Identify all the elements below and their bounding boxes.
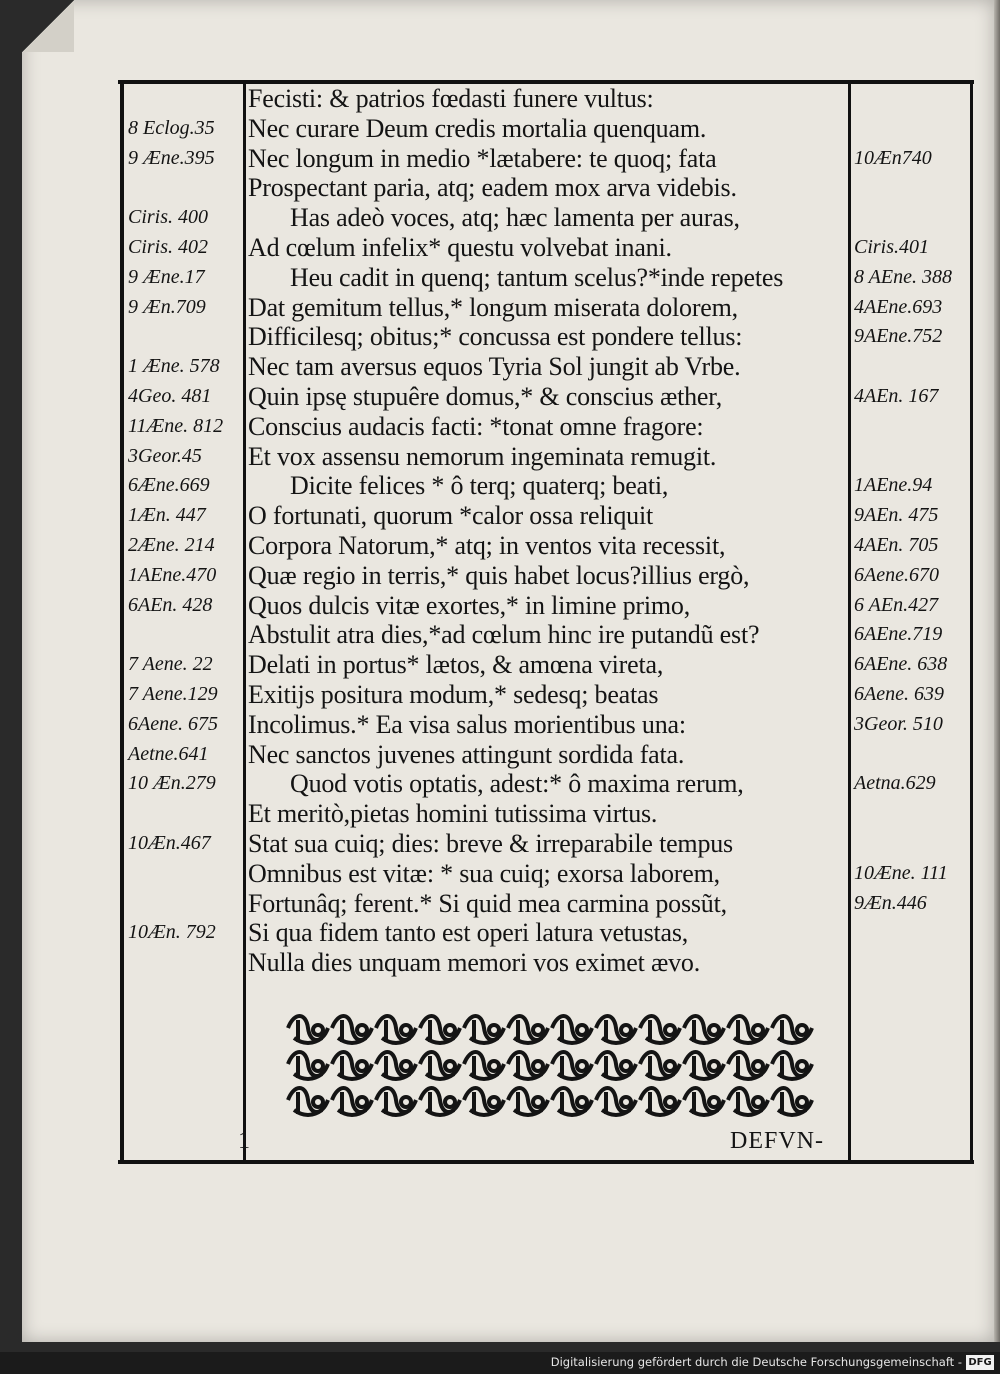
verse-line: Quod votis optatis, adest:* ô maxima rerum, bbox=[290, 769, 744, 799]
printer-ornament-band bbox=[282, 1006, 818, 1122]
ornament-boss bbox=[577, 1097, 587, 1107]
frame-rule-bottom bbox=[118, 1160, 974, 1164]
ornament-boss bbox=[753, 1061, 763, 1071]
margin-reference-left: 10Æn.467 bbox=[128, 832, 211, 854]
verse-line: Nec curare Deum credis mortalia quenquam. bbox=[248, 113, 707, 143]
margin-reference-left: 10Æn. 792 bbox=[128, 921, 216, 944]
margin-reference-right: 4AEne.693 bbox=[854, 295, 943, 318]
verse-line: Quos dulcis vitæ exortes,* in limine primo, bbox=[248, 590, 691, 620]
ornament-boss bbox=[533, 1061, 543, 1071]
ornament-boss bbox=[665, 1061, 675, 1071]
ornament-boss bbox=[797, 1097, 807, 1107]
footer-bar bbox=[0, 1352, 1000, 1374]
verse-line: O fortunati, quorum *calor ossa reliquit bbox=[248, 501, 654, 531]
margin-reference-left: 7 Aene.129 bbox=[128, 683, 218, 705]
verse-line: Heu cadit in quenq; tantum scelus?*inde repetes bbox=[290, 262, 784, 292]
verse-line: Prospectant paria, atq; eadem mox arva videbis. bbox=[248, 173, 737, 203]
margin-reference-right: Aetna.629 bbox=[854, 772, 936, 795]
verse-line: Dat gemitum tellus,* longum miserata dolorem, bbox=[248, 292, 738, 322]
ornament-boss bbox=[313, 1061, 323, 1071]
margin-reference-left: 1Æn. 447 bbox=[128, 504, 206, 527]
verse-line: Et meritò,pietas homini tutissima virtus. bbox=[248, 799, 658, 829]
margin-reference-left: Aetne.641 bbox=[128, 742, 209, 765]
margin-reference-left: 9 Æne.395 bbox=[128, 146, 215, 169]
margin-reference-right: Ciris.401 bbox=[854, 236, 930, 258]
verse-line: Has adeò voces, atq; hæc lamenta per auras, bbox=[290, 203, 740, 233]
margin-reference-right: 4AEn. 705 bbox=[854, 534, 939, 556]
catchword: DEFVN- bbox=[730, 1128, 824, 1154]
verse-line: Et vox assensu nemorum ingeminata remugit. bbox=[248, 441, 717, 471]
margin-reference-left: Ciris. 402 bbox=[128, 236, 209, 258]
verse-line: Nulla dies unquam memori vos eximet ævo. bbox=[248, 948, 700, 978]
verse-line: Quæ regio in terris,* quis habet locus?illius ergò, bbox=[248, 560, 750, 590]
ornament-boss bbox=[533, 1025, 543, 1035]
margin-reference-right: 6Aene. 639 bbox=[854, 683, 944, 705]
frame-rule-inner-left bbox=[243, 84, 246, 1162]
verse-line: Si qua fidem tanto est operi latura vetustas, bbox=[248, 918, 689, 948]
ornament-boss bbox=[445, 1097, 455, 1107]
margin-reference-right: 10Æn740 bbox=[854, 146, 932, 169]
ornament-boss bbox=[357, 1061, 367, 1071]
page-edge bbox=[994, 0, 1000, 1342]
ornament-boss bbox=[621, 1025, 631, 1035]
margin-reference-right: 9Æn.446 bbox=[854, 891, 927, 914]
verse-line: Nec longum in medio *lætabere: te quoq; fata bbox=[248, 143, 717, 173]
verse-line: Abstulit atra dies,*ad cœlum hinc ire putandũ est? bbox=[248, 620, 760, 650]
ornament-boss bbox=[313, 1097, 323, 1107]
ornament-boss bbox=[665, 1025, 675, 1035]
margin-reference-right: 6AEne. 638 bbox=[854, 653, 948, 676]
ornament-boss bbox=[313, 1025, 323, 1035]
margin-reference-right: 6AEne.719 bbox=[854, 623, 943, 646]
verse-line: Fortunâq; ferent.* Si quid mea carmina possũt, bbox=[248, 888, 727, 918]
verse-line: Nec sanctos juvenes attingunt sordida fata. bbox=[248, 739, 685, 769]
margin-reference-left: 9 Æne.17 bbox=[128, 265, 205, 288]
ornament-boss bbox=[357, 1097, 367, 1107]
margin-reference-right: 6Aene.670 bbox=[854, 563, 939, 586]
ornament-boss bbox=[401, 1097, 411, 1107]
verse-line: Nec tam aversus equos Tyria Sol jungit ab Vrbe. bbox=[248, 352, 741, 382]
margin-reference-left: Ciris. 400 bbox=[128, 206, 209, 229]
margin-reference-right: 8 AEne. 388 bbox=[854, 265, 952, 288]
margin-reference-left: 6Æne.669 bbox=[128, 474, 210, 497]
ornament-boss bbox=[797, 1025, 807, 1035]
verse-line: Quin ipsę stupuêre domus,* & conscius æther, bbox=[248, 381, 722, 411]
margin-reference-left: 10 Æn.279 bbox=[128, 772, 216, 795]
verse-text-block bbox=[248, 84, 856, 978]
margin-reference-right: 6 AEn.427 bbox=[854, 593, 939, 616]
ornament-boss bbox=[401, 1061, 411, 1071]
page-mark: 1 bbox=[238, 1128, 250, 1154]
verse-line: Conscius audacis facti: *tonat omne fragore: bbox=[248, 411, 704, 441]
margin-reference-left: 2Æne. 214 bbox=[128, 534, 215, 556]
verse-line: Dicite felices * ô terq; quaterq; beati, bbox=[290, 471, 669, 501]
verse-line: Delati in portus* lætos, & amœna vireta, bbox=[248, 650, 664, 680]
margin-reference-left: 9 Æn.709 bbox=[128, 295, 206, 318]
ornament-boss bbox=[621, 1061, 631, 1071]
frame-rule-right bbox=[970, 84, 973, 1162]
margin-reference-left: 8 Eclog.35 bbox=[128, 116, 215, 139]
margin-reference-right: 9AEne.752 bbox=[854, 325, 943, 348]
verse-line: Omnibus est vitæ: * sua cuiq; exorsa laborem, bbox=[248, 858, 720, 888]
ornament-boss bbox=[489, 1025, 499, 1035]
ornament-boss bbox=[401, 1025, 411, 1035]
dfg-logo: DFG bbox=[966, 1355, 994, 1370]
ornament-boss bbox=[489, 1061, 499, 1071]
margin-reference-left: 7 Aene. 22 bbox=[128, 653, 213, 676]
ornament-boss bbox=[753, 1025, 763, 1035]
funding-notice: Digitalisierung gefördert durch die Deutsche Forschungsgemeinschaft - bbox=[550, 1355, 962, 1369]
margin-reference-left: 11Æne. 812 bbox=[128, 414, 224, 437]
margin-reference-left: 6AEn. 428 bbox=[128, 593, 213, 616]
verse-line: Corpora Natorum,* atq; in ventos vita recessit, bbox=[248, 530, 726, 560]
ornament-boss bbox=[577, 1061, 587, 1071]
ornament-boss bbox=[709, 1061, 719, 1071]
margin-reference-left: 4Geo. 481 bbox=[128, 385, 212, 407]
margin-reference-right: 4AEn. 167 bbox=[854, 385, 939, 407]
folded-corner bbox=[22, 0, 74, 52]
ornament-boss bbox=[709, 1025, 719, 1035]
frame-rule-left bbox=[120, 84, 124, 1162]
margin-reference-left: 6Aene. 675 bbox=[128, 712, 218, 735]
ornament-boss bbox=[489, 1097, 499, 1107]
ornament-boss bbox=[621, 1097, 631, 1107]
ornament-boss bbox=[533, 1097, 543, 1107]
verse-line: Incolimus.* Ea visa salus morientibus una: bbox=[248, 709, 686, 739]
margin-reference-left: 3Geor.45 bbox=[128, 444, 202, 467]
margin-reference-left: 1 Æne. 578 bbox=[128, 355, 220, 378]
verse-line: Difficilesq; obitus;* concussa est pondere tellus: bbox=[248, 322, 743, 352]
margin-reference-left: 1AEne.470 bbox=[128, 563, 217, 586]
verse-line: Exitijs positura modum,* sedesq; beatas bbox=[248, 679, 659, 709]
margin-reference-right: 10Æne. 111 bbox=[854, 861, 948, 884]
ornament-boss bbox=[665, 1097, 675, 1107]
ornament-boss bbox=[753, 1097, 763, 1107]
margin-reference-right: 1AEne.94 bbox=[854, 474, 933, 497]
margin-reference-right: 9AEn. 475 bbox=[854, 504, 939, 527]
ornament-boss bbox=[577, 1025, 587, 1035]
ornament-boss bbox=[445, 1061, 455, 1071]
verse-line: Fecisti: & patrios fœdasti funere vultus: bbox=[248, 84, 654, 113]
ornament-boss bbox=[709, 1097, 719, 1107]
ornament-boss bbox=[357, 1025, 367, 1035]
verse-line: Stat sua cuiq; dies: breve & irreparabile tempus bbox=[248, 828, 733, 858]
verse-line: Ad cœlum infelix* questu volvebat inani. bbox=[248, 232, 672, 262]
ornament-boss bbox=[797, 1061, 807, 1071]
ornament-boss bbox=[445, 1025, 455, 1035]
margin-reference-right: 3Geor. 510 bbox=[854, 712, 943, 735]
